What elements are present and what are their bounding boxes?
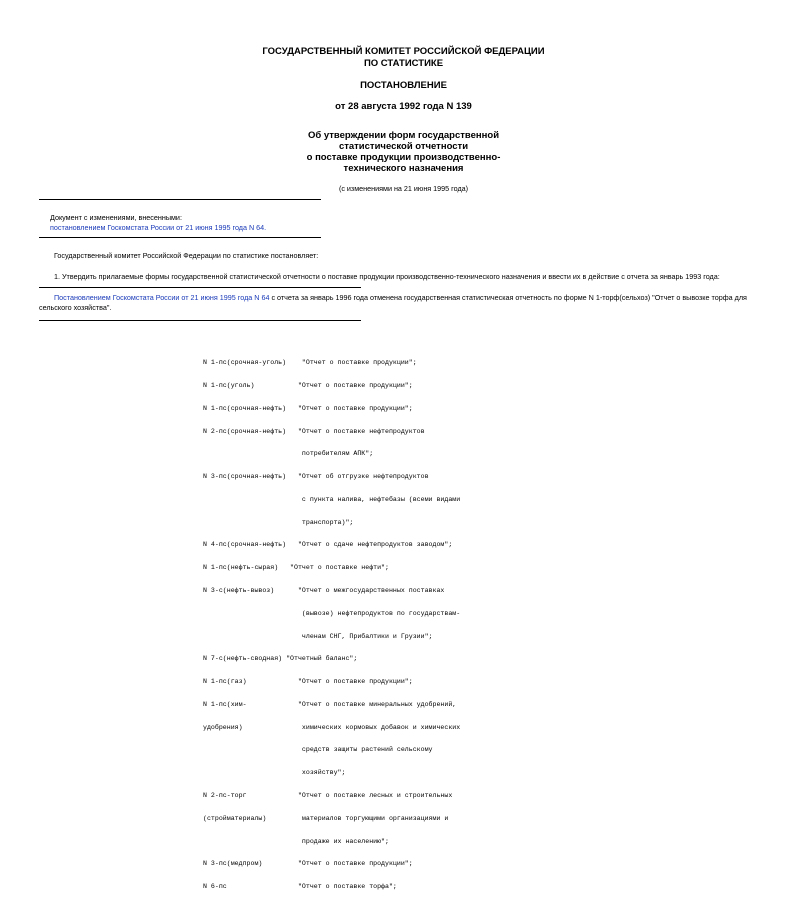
divider-note-top [39, 287, 361, 288]
changes-label: Документ с изменениями, внесенными: [50, 213, 182, 222]
forms-list-line: N 1-пс(нефть-сырая) "Отчет о поставке нефти"; [203, 564, 389, 572]
forms-list-line: потребителям АПК"; [203, 450, 374, 458]
forms-list-line: (стройматериалы) материалов торгующими организациями и [203, 814, 449, 822]
forms-list-line: N 3-пс(медпром) "Отчет о поставке продукции"; [203, 860, 413, 868]
forms-list-line: продаже их населению"; [203, 837, 389, 845]
note-line1 [54, 293, 747, 302]
forms-list-line: N 2-пс-торг "Отчет о поставке лесных и строительных [203, 792, 453, 800]
amendment-note: (с изменениями на 21 июня 1995 года) [338, 184, 469, 193]
note-text: с отчета за январь 1996 года отменена государственная статистическая отчетность по форме N 1-торф(сельхоз) "Отчет о вывозке торфа для [269, 293, 747, 302]
forms-list-line: N 1-пс(срочная-уголь) "Отчет о поставке продукции"; [203, 359, 417, 367]
forms-list-line: транспорта)"; [203, 518, 354, 526]
forms-list-line: N 1-пс(газ) "Отчет о поставке продукции"; [203, 678, 413, 686]
document-title-line3: о поставке продукции производственно- [306, 152, 501, 163]
intro-text: Государственный комитет Российской Федерации по статистике постановляет: [54, 251, 319, 260]
committee-name-line2: ПО СТАТИСТИКЕ [363, 58, 444, 69]
document-title-line1: Об утверждении форм государственной [307, 130, 500, 141]
note-line2: сельского хозяйства". [39, 303, 112, 312]
forms-list-line: (вывозе) нефтепродуктов по государствам- [203, 609, 461, 617]
forms-list-line: с пункта налива, нефтебазы (всеми видами [203, 495, 461, 503]
forms-list-line: N 3-пс(срочная-нефть) "Отчет об отгрузке нефтепродуктов [203, 473, 429, 481]
forms-list-line: N 6-пс "Отчет о поставке торфа"; [203, 883, 397, 891]
forms-list-line: N 2-пс(срочная-нефть) "Отчет о поставке нефтепродуктов [203, 427, 425, 435]
forms-list-line: N 1-пс(хим- "Отчет о поставке минеральных удобрений, [203, 700, 457, 708]
forms-list [203, 344, 460, 898]
divider-top [39, 199, 321, 200]
divider-note-bottom [39, 320, 361, 321]
forms-list-line: удобрения) химических кормовых добавок и химических [203, 723, 461, 731]
forms-list-line: членам СНГ, Прибалтики и Грузии"; [203, 632, 433, 640]
forms-list-line: средств защиты растений сельскому [203, 746, 433, 754]
note-link[interactable]: Постановлением Госкомстата России от 21 июня 1995 года N 64 [54, 293, 270, 302]
forms-list-line: N 1-пс(срочная-нефть) "Отчет о поставке продукции"; [203, 404, 413, 412]
forms-list-line: N 4-пс(срочная-нефть) "Отчет о сдаче нефтепродуктов заводом"; [203, 541, 453, 549]
item-1-text: 1. Утвердить прилагаемые формы государственной статистической отчетности о поставке продукции производственно-технического назначения и ввести их в действие с отчета за январь 1993 года: [54, 272, 720, 281]
forms-list-line: N 7-с(нефть-сводная) "Отчетный баланс"; [203, 655, 358, 663]
forms-list-line: N 3-с(нефть-вывоз) "Отчет о межгосударственных поставках [203, 587, 445, 594]
document-title-line2: статистической отчетности [338, 141, 469, 152]
changes-link[interactable]: постановлением Госкомстата России от 21 июня 1995 года N 64. [50, 223, 267, 232]
forms-list-line: N 1-пс(уголь) "Отчет о поставке продукции"; [203, 381, 413, 389]
forms-list-line: хозяйству"; [203, 769, 346, 777]
document-type: ПОСТАНОВЛЕНИЕ [360, 80, 447, 91]
document-title-line4: технического назначения [343, 163, 464, 174]
divider-changes [39, 237, 321, 238]
document-date-number: от 28 августа 1992 года N 139 [335, 101, 472, 112]
committee-name-line1: ГОСУДАРСТВЕННЫЙ КОМИТЕТ РОССИЙСКОЙ ФЕДЕРАЦИИ [262, 46, 545, 57]
